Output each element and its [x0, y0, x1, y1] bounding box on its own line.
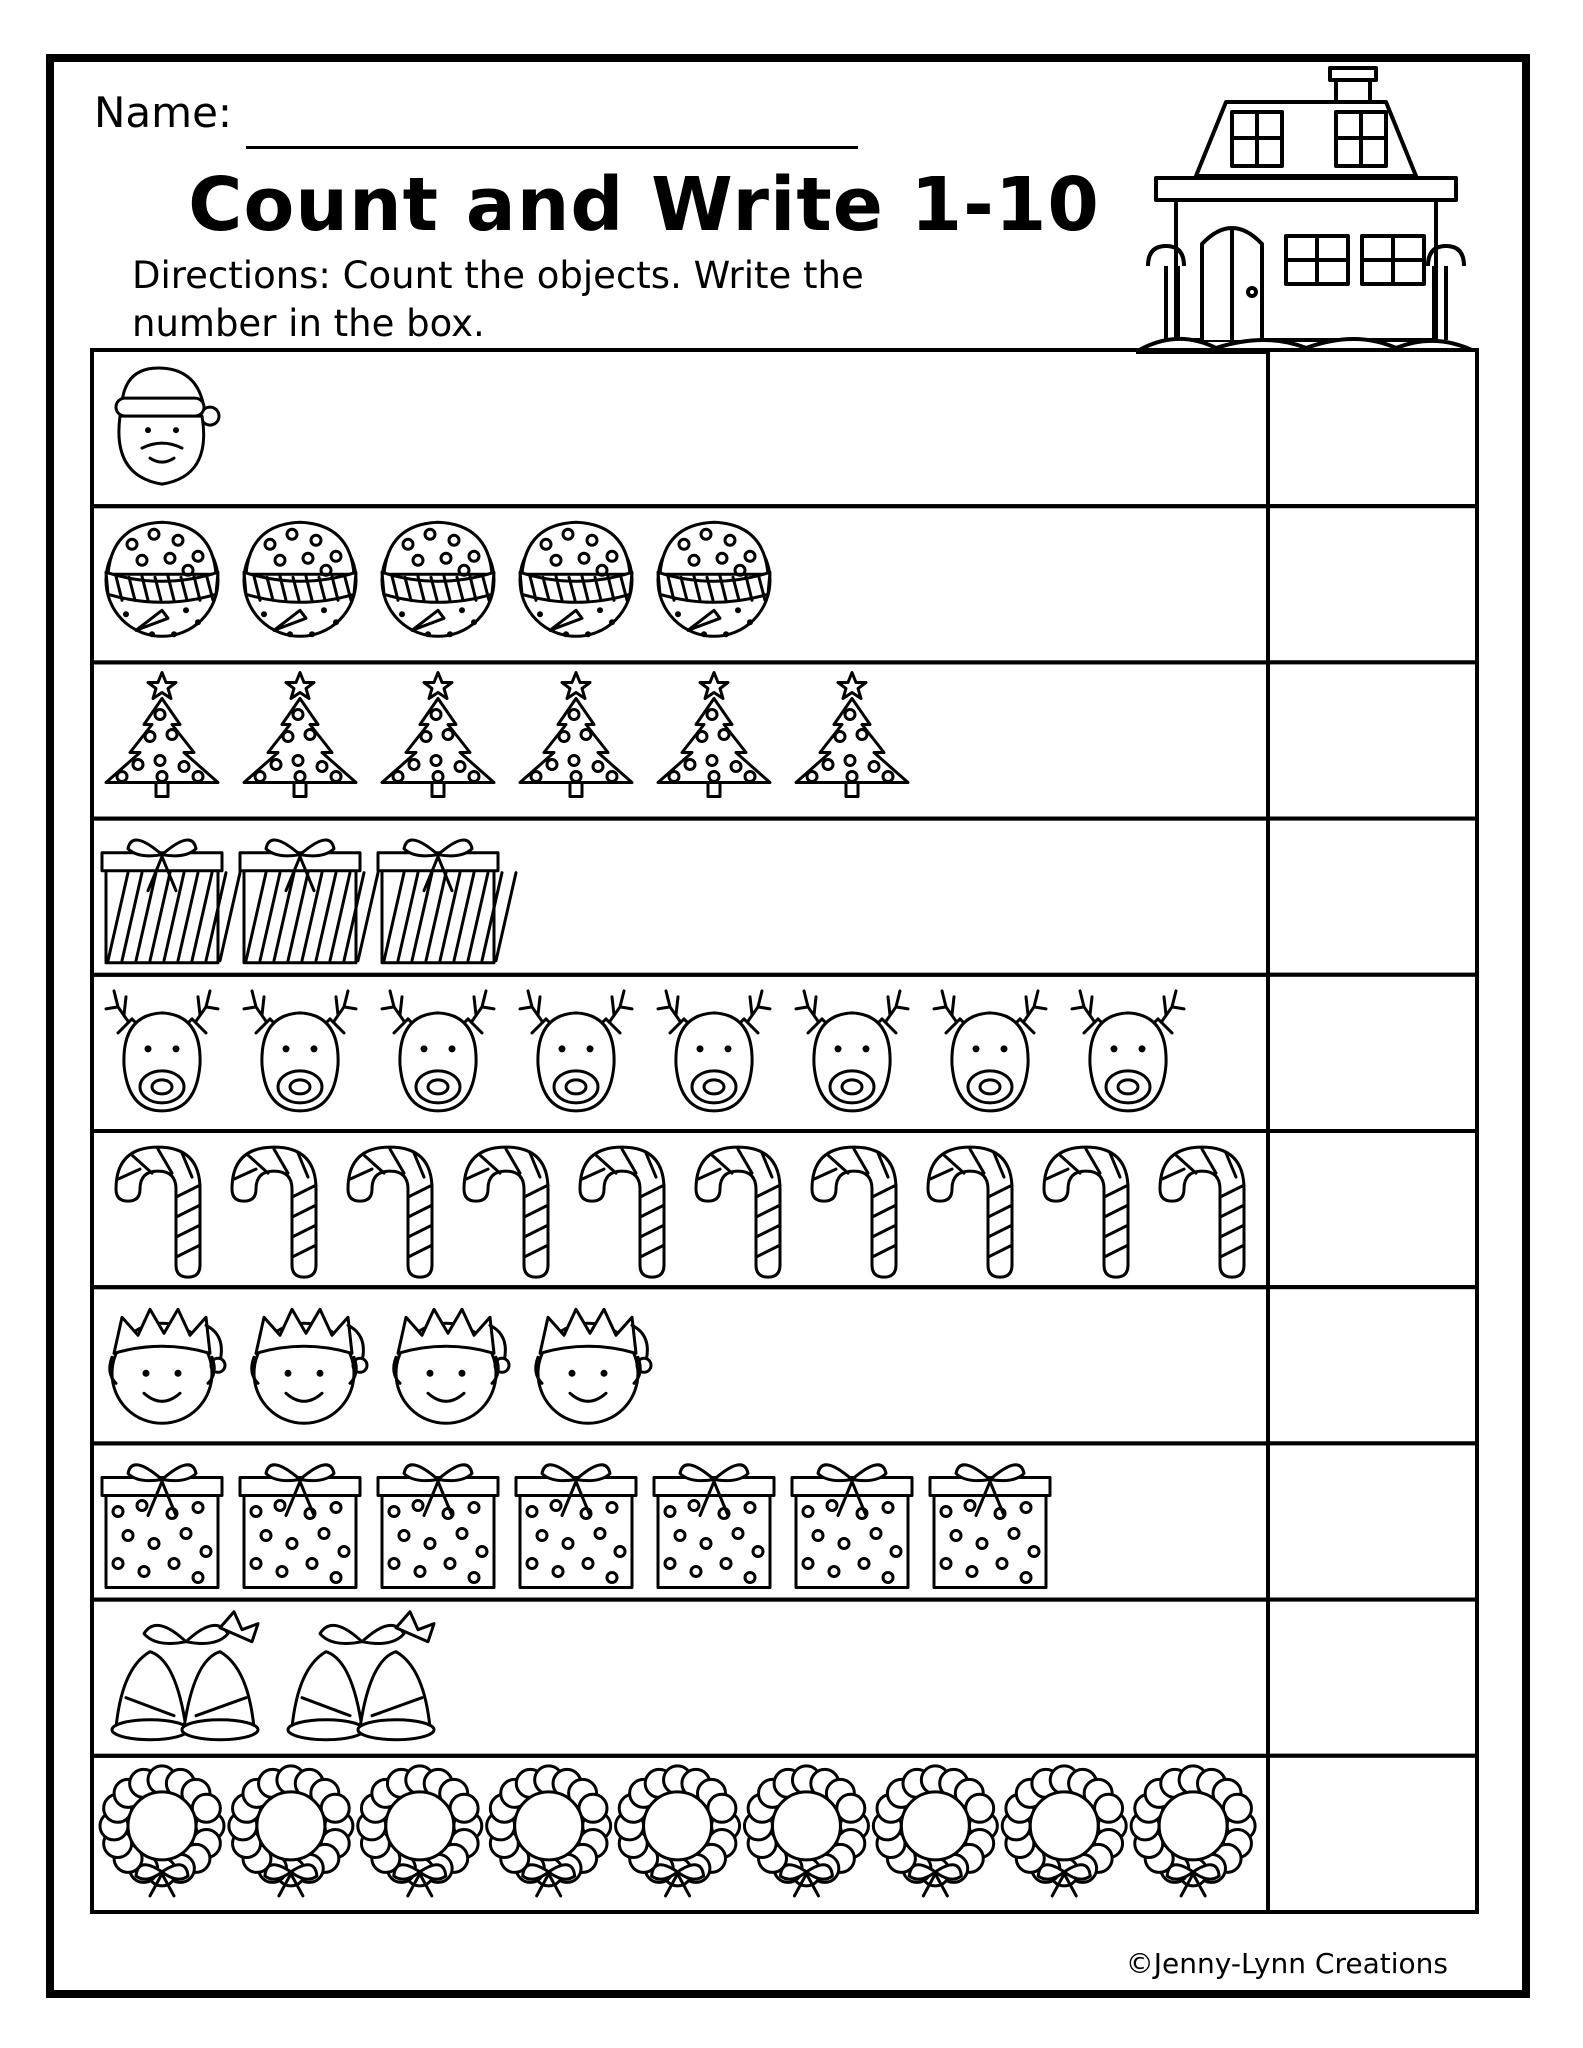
- count-row: [92, 975, 1477, 1131]
- candy-cane-icon: [348, 1147, 432, 1277]
- polka-dot-gift-icon: [102, 1465, 222, 1588]
- candy-cane-icon: [1160, 1147, 1244, 1277]
- count-row: [92, 662, 1477, 818]
- reindeer-icon: [658, 991, 770, 1111]
- name-label: Name:: [94, 88, 233, 137]
- count-row: [92, 350, 1477, 506]
- wreath-icon: [487, 1766, 611, 1896]
- reindeer-icon: [1072, 991, 1184, 1111]
- directions-text: Directions: Count the objects. Write the number in the box.: [132, 254, 864, 345]
- snowman-icon: [106, 522, 218, 637]
- polka-dot-gift-icon: [240, 1465, 360, 1588]
- answer-box[interactable]: [1268, 1287, 1477, 1443]
- candy-cane-icon: [464, 1147, 548, 1277]
- candy-cane-icon: [580, 1147, 664, 1277]
- wreath-icon: [873, 1766, 997, 1896]
- polka-dot-gift-icon: [378, 1465, 498, 1588]
- candy-cane-icon: [928, 1147, 1012, 1277]
- reindeer-icon: [520, 991, 632, 1111]
- candy-cane-icon: [116, 1147, 200, 1277]
- count-row: [92, 506, 1477, 662]
- christmas-tree-icon: [382, 673, 494, 797]
- count-row: [92, 1131, 1477, 1287]
- candy-cane-icon: [696, 1147, 780, 1277]
- polka-dot-gift-icon: [654, 1465, 774, 1588]
- answer-box[interactable]: [1268, 1131, 1477, 1287]
- answer-box[interactable]: [1268, 1443, 1477, 1599]
- candy-cane-icon: [232, 1147, 316, 1277]
- wreath-icon: [744, 1766, 868, 1896]
- polka-dot-gift-icon: [516, 1465, 636, 1588]
- answer-box[interactable]: [1268, 506, 1477, 662]
- page-title-text: Count and Write 1-10: [188, 162, 1100, 248]
- polka-dot-gift-icon: [930, 1465, 1050, 1588]
- christmas-tree-icon: [520, 673, 632, 797]
- count-row: [92, 1443, 1477, 1599]
- elf-icon: [536, 1309, 651, 1423]
- santa-icon: [116, 368, 219, 484]
- count-row: [92, 1600, 1477, 1756]
- answer-box[interactable]: [1268, 819, 1477, 975]
- reindeer-icon: [106, 991, 218, 1111]
- elf-icon: [110, 1309, 225, 1423]
- answer-box[interactable]: [1268, 975, 1477, 1131]
- bells-icon: [288, 1612, 434, 1740]
- wreath-icon: [1002, 1766, 1126, 1896]
- copyright-text: ©Jenny-Lynn Creations: [1125, 1947, 1448, 1980]
- christmas-tree-icon: [244, 673, 356, 797]
- wreath-icon: [358, 1766, 482, 1896]
- answer-box[interactable]: [1268, 662, 1477, 818]
- candy-cane-icon: [812, 1147, 896, 1277]
- striped-gift-icon: [102, 840, 240, 963]
- christmas-tree-icon: [658, 673, 770, 797]
- count-row: [92, 819, 1477, 975]
- bells-icon: [112, 1612, 258, 1740]
- wreath-icon: [229, 1766, 353, 1896]
- count-row: [92, 1756, 1477, 1912]
- snowman-icon: [244, 522, 356, 637]
- wreath-icon: [1131, 1766, 1255, 1896]
- reindeer-icon: [796, 991, 908, 1111]
- striped-gift-icon: [378, 840, 516, 963]
- elf-icon: [252, 1309, 367, 1423]
- candy-cane-icon: [1044, 1147, 1128, 1277]
- elf-icon: [394, 1309, 509, 1423]
- snowman-icon: [520, 522, 632, 637]
- polka-dot-gift-icon: [792, 1465, 912, 1588]
- striped-gift-icon: [240, 840, 378, 963]
- christmas-tree-icon: [796, 673, 908, 797]
- reindeer-icon: [382, 991, 494, 1111]
- christmas-tree-icon: [106, 673, 218, 797]
- wreath-icon: [616, 1766, 740, 1896]
- answer-box[interactable]: [1268, 1600, 1477, 1756]
- reindeer-icon: [934, 991, 1046, 1111]
- wreath-icon: [100, 1766, 224, 1896]
- answer-box[interactable]: [1268, 1756, 1477, 1912]
- count-row: [92, 1287, 1477, 1443]
- snowman-icon: [382, 522, 494, 637]
- snowman-icon: [658, 522, 770, 637]
- answer-box[interactable]: [1268, 350, 1477, 506]
- reindeer-icon: [244, 991, 356, 1111]
